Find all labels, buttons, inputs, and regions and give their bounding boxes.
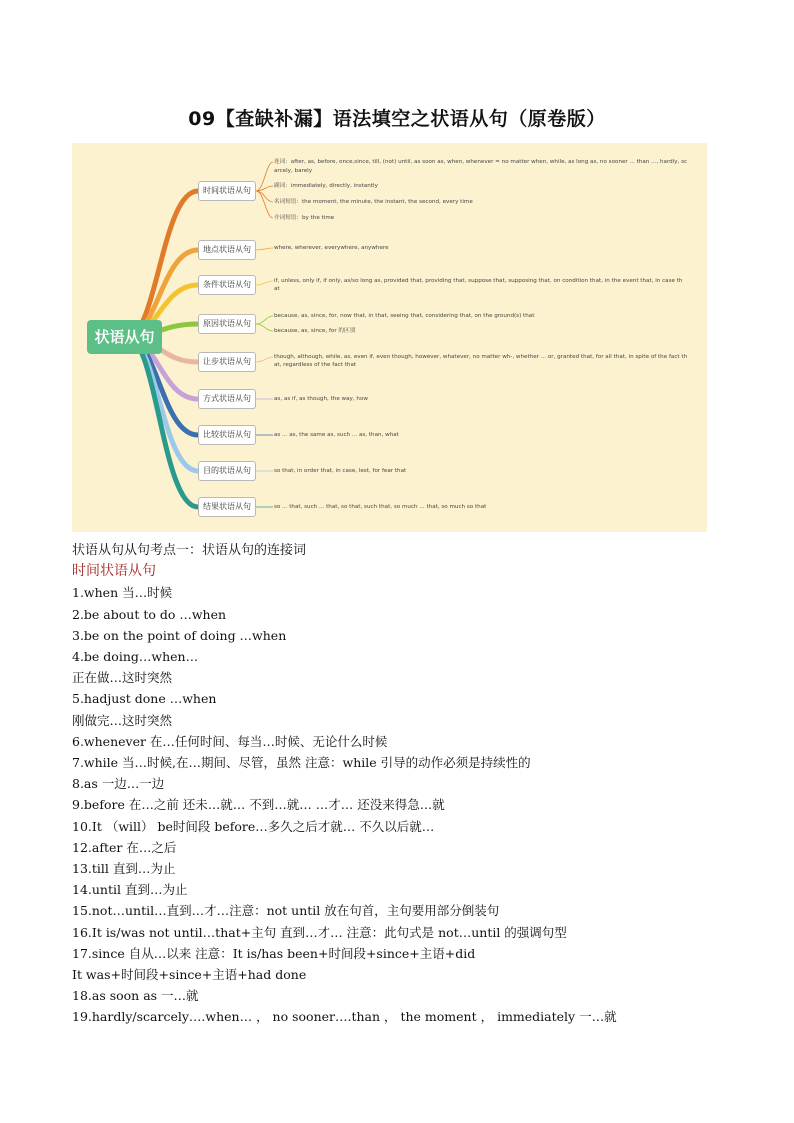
mindmap: [72, 143, 707, 532]
content-line: 13.till 直到…为止: [72, 861, 176, 877]
mindmap-leaf: so ... that, such ... that, so that, such that, so much ... that, so much so that: [274, 504, 487, 510]
content-body: [72, 540, 722, 1028]
mindmap-branch: [127, 337, 198, 471]
mindmap-category: 条件状语从句: [198, 275, 256, 295]
page-title: 09【查缺补漏】语法填空之状语从句（原卷版）: [188, 108, 606, 130]
mindmap-leaf: as ... as, the same as, such ... as, than, what: [274, 432, 399, 438]
content-line: 5.hadjust done …when: [72, 691, 217, 707]
mindmap-leaf-connector: [256, 191, 273, 218]
mindmap-leaf: arcely, barely: [274, 168, 313, 174]
mindmap-leaf: 名词短语：the moment, the minute, the instant, the second, every time: [274, 199, 473, 205]
mindmap-leaf-connector: [256, 324, 273, 331]
mindmap-category: 比较状语从句: [198, 425, 256, 445]
mindmap-branch: [127, 191, 198, 337]
mindmap-leaf-connector: [256, 248, 273, 250]
section-heading: 状语从句从句考点一：状语从句的连接词: [72, 543, 307, 558]
content-line: 16.It is/was not until…that+主句 直到…才… 注意：此句式是 not…until 的强调句型: [72, 924, 567, 940]
mindmap-leaf: where, wherever, everywhere, anywhere: [274, 245, 389, 251]
content-line: 7.while 当…时候,在…期间、尽管，虽然 注意：while 引导的动作必须是持续性的: [72, 755, 531, 771]
mindmap-leaf-connector: [256, 191, 273, 202]
mindmap-leaf: 连词：after, as, before, once,since, till, (not) until, as soon as, when, whenever = no matter when, while, as long as, no sooner ... than ..., hardly, sc: [274, 159, 688, 165]
content-line: 3.be on the point of doing …when: [72, 627, 287, 643]
mindmap-leaf: at, regardless of the fact that: [274, 362, 357, 368]
content-line: 6.whenever 在…任何时间、每当…时候、无论什么时候: [72, 733, 388, 749]
mindmap-leaf: 介词短语：by the time: [274, 215, 335, 221]
mindmap-root: 状语从句: [87, 320, 162, 354]
content-line: 9.before 在…之前 还未…就… 不到…就… …才… 还没来得急…就: [72, 797, 445, 813]
content-line: 1.when 当…时候: [72, 585, 173, 601]
mindmap-category: 原因状语从句: [198, 314, 256, 334]
content-line: 8.as 一边…一边: [72, 776, 165, 792]
mindmap-leaf: so that, in order that, in case, lest, for fear that: [274, 468, 407, 474]
mindmap-leaf-connector: [256, 316, 273, 324]
mindmap-leaf: 副词：immediately, directly, instantly: [274, 183, 378, 189]
content-line: 14.until 直到…为止: [72, 882, 188, 898]
mindmap-category: 让步状语从句: [198, 352, 256, 372]
content-line: 15.not…until…直到…才…注意：not until 放在句首，主句要用部分倒装句: [72, 903, 500, 919]
mindmap-category: 方式状语从句: [198, 389, 256, 409]
mindmap-leaf: because, as, since, for 的区别: [274, 328, 356, 334]
mindmap-leaf: at: [274, 286, 280, 292]
content-line: 12.after 在…之后: [72, 839, 177, 855]
mindmap-leaf: if, unless, only if, if only, as/so long as, provided that, providing that, suppose that, supposing that, on condition that, in the event that, in case th: [274, 278, 683, 284]
mindmap-leaf-connector: [256, 357, 273, 362]
content-line: 2.be about to do …when: [72, 606, 227, 622]
content-line: 17.since 自从…以来 注意：It is/has been+时间段+since+主语+did: [72, 945, 476, 961]
mindmap-category: 结果状语从句: [198, 497, 256, 517]
content-line: 4.be doing…when…: [72, 649, 199, 665]
mindmap-leaf: though, although, while, as, even if, even though, however, whatever, no matter wh-, whether ... or, granted that, for all that, in spite of the fact th: [274, 354, 688, 360]
content-line: 10.It （will） be时间段 before…多久之后才就… 不久以后就…: [72, 818, 435, 834]
content-line: 刚做完…这时突然: [72, 712, 173, 728]
content-line: It was+时间段+since+主语+had done: [72, 967, 307, 983]
mindmap-leaf: because, as, since, for, now that, in that, seeing that, considering that, on the ground(s) that: [274, 313, 535, 319]
mindmap-category: 目的状语从句: [198, 461, 256, 481]
content-lines: [72, 582, 722, 1027]
mindmap-leaf: as, as if, as though, the way, how: [274, 396, 368, 402]
content-line: 正在做…这时突然: [72, 670, 173, 686]
mindmap-leaf-connector: [256, 281, 273, 285]
mindmap-category: 时间状语从句: [198, 181, 256, 201]
mindmap-category: 地点状语从句: [198, 240, 256, 260]
content-line: 18.as soon as 一…就: [72, 988, 199, 1004]
section-subheading: 时间状语从句: [72, 563, 156, 580]
content-line: 19.hardly/scarcely….when… ， no sooner….than ， the moment ， immediately 一…就: [72, 1009, 617, 1025]
